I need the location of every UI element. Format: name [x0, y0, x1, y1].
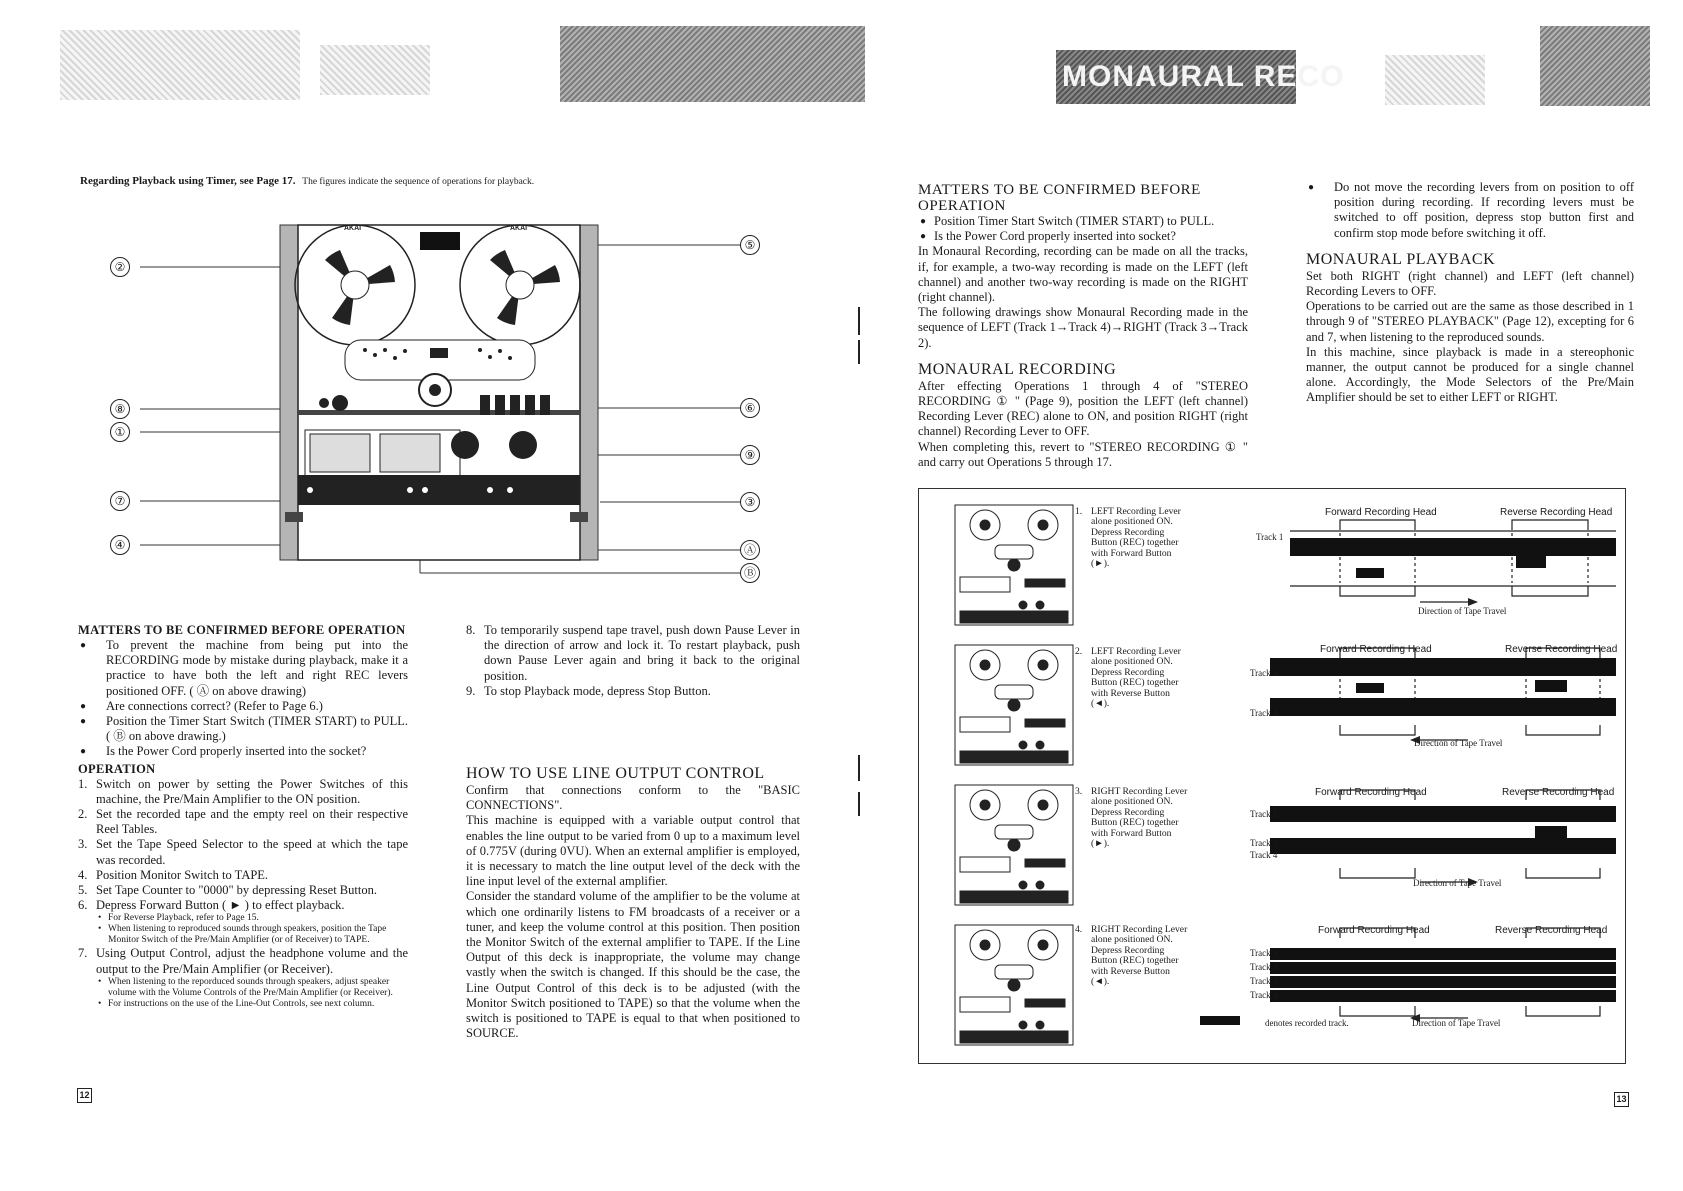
- callout-7: ⑦: [110, 491, 130, 511]
- reverse-head-label-4: Reverse Recording Head: [1495, 925, 1608, 936]
- step6-note-2: • When listening to reproduced sounds through speakers, position the Tape Monitor Switch of the Pre/Main Amplifier (or of Receiver) to TAPE.: [78, 924, 408, 946]
- callout-8: ⑧: [110, 399, 130, 419]
- playback-timer-note: [80, 175, 534, 187]
- reverse-head-label-3: Reverse Recording Head: [1502, 787, 1615, 798]
- track3-label-d3: Track 3: [1250, 838, 1278, 848]
- mono-play-para-3: In this machine, since playback is made in a stereophonic manner, the output cannot be produced for a single channel alone. Accordingly, the Mode Selectors of the Pre/Main Amplifier should be set to either LEFT or RIGHT.: [1306, 344, 1634, 405]
- operation-step-7: 7. Using Output Control, adjust the headphone volume and the output to the Pre/Main Amplifier (or Receiver).: [78, 946, 408, 976]
- matters-item-1: ● To prevent the machine from being put into the RECORDING mode by mistake during playback, make it a practice to have both the left and right REC levers positioned OFF. ( Ⓐ on above drawing): [78, 638, 408, 699]
- callout-2: ②: [110, 257, 130, 277]
- left-col-1: [78, 623, 408, 1010]
- right-col-2: [1306, 180, 1634, 406]
- operation-step-2: 2. Set the recorded tape and the empty reel on their respective Reel Tables.: [78, 807, 408, 837]
- track4-label-d2: Track 4: [1250, 708, 1278, 718]
- right-matters-item-1: ● Position Timer Start Switch (TIMER START) to PULL.: [918, 214, 1248, 229]
- line-output-section: [466, 763, 800, 1041]
- direction-label-4: Direction of Tape Travel: [1412, 1018, 1501, 1028]
- tape-deck-illustration: [100, 220, 790, 590]
- reverse-head-label-1: Reverse Recording Head: [1500, 507, 1613, 518]
- header-banner-center: [560, 26, 865, 102]
- right-matters-para-1: In Monaural Recording, recording can be made on all the tracks, if, for example, a two-way recording is made on the LEFT (left channel) and another two-way recording is made on the RIGHT (right channel).: [918, 244, 1248, 305]
- right-col-1: [918, 180, 1248, 470]
- direction-label-1: Direction of Tape Travel: [1418, 606, 1507, 616]
- mono-play-para-1: Set both RIGHT (right channel) and LEFT (left channel) Recording Levers to OFF.: [1306, 268, 1634, 299]
- mono-rec-para-2: When completing this, revert to "STEREO RECORDING ① " and carry out Operations 5 through 17.: [918, 439, 1248, 469]
- left-col-2: [466, 623, 800, 699]
- mono-play-heading: MONAURAL PLAYBACK: [1306, 250, 1496, 268]
- matters-item-4: ● Is the Power Cord properly inserted into the socket?: [78, 744, 408, 759]
- gutter-mark: [858, 755, 860, 781]
- track1-label-d3: Track 1: [1250, 809, 1278, 819]
- deck-thumbnails: [955, 505, 1075, 1045]
- direction-label-2: Direction of Tape Travel: [1414, 738, 1503, 748]
- line-output-para-3: Consider the standard volume of the amplifier to be the volume at which one ordinarily listens to FM broadcasts of a receiver or a tuner, and keep the volume control at this position. Then position the Monitor Switch of the external amplifier to TAPE. If the Line Output of this deck is inappropriate, the volume may change vastly when the switch is changed. If this should be the case, the Line Output Control of this deck is to be adjusted (with the Monitor Switch positioned to TAPE) so that the volume when the switch is positioned to TAPE is equal to that when positioned to SOURCE.: [466, 889, 800, 1041]
- matters-heading-right: MATTERS TO BE CONFIRMED BEFORE OPERATION: [918, 182, 1201, 214]
- gutter-mark: [858, 340, 860, 364]
- diagram-step-1: 1. LEFT Recording Lever alone positioned ON. Depress Recording Button (REC) together with Forward Button (►).: [1075, 506, 1181, 570]
- line-output-para-2: This machine is equipped with a variable output control that enables the line output to be varied from 0 up to a maximum level of 0.775V (during 0VU). When an external amplifier is employed, it is necessary to match the line output level of the deck with the line input level of the external amplifier.: [466, 813, 800, 889]
- playback-note: Regarding Playback using Timer, see Page 17.: [80, 175, 296, 187]
- forward-head-label-3: Forward Recording Head: [1315, 787, 1427, 798]
- mono-play-para-2: Operations to be carried out are the same as those described in 1 through 9 of "STEREO PLAYBACK" (Page 12), excepting for 6 and 7, when listening to the reproduced sounds.: [1306, 299, 1634, 344]
- brand-left: AKAI: [344, 225, 362, 232]
- forward-head-label-4: Forward Recording Head: [1318, 925, 1430, 936]
- track4-label-d3: Track 4: [1250, 850, 1278, 860]
- matters-heading-left: MATTERS TO BE CONFIRMED BEFORE OPERATION: [78, 623, 406, 637]
- track1-label-d4: Track 1: [1250, 948, 1278, 958]
- step7-note-1: • When listening to the reporduced sounds through speakers, adjust speaker volume with the Volume Controls of the Pre/Main Amplifier (or Receiver).: [78, 977, 408, 999]
- operation-heading: OPERATION: [78, 761, 156, 776]
- operation-step-9: 9. To stop Playback mode, depress Stop Button.: [466, 683, 711, 698]
- callout-4: ④: [110, 535, 130, 555]
- mono-rec-heading: MONAURAL RECORDING: [918, 360, 1117, 378]
- forward-head-label-2: Forward Recording Head: [1320, 644, 1432, 655]
- callout-6: ⑥: [740, 398, 760, 418]
- callout-a: Ⓐ: [740, 540, 760, 560]
- header-banner-right-2: [1540, 26, 1650, 106]
- reverse-head-label-2: Reverse Recording Head: [1505, 644, 1618, 655]
- track1-label-d1: Track 1: [1256, 532, 1284, 542]
- operation-step-1: 1. Switch on power by setting the Power Switches of this machine, the Pre/Main Amplifier to the ON position.: [78, 776, 408, 806]
- gutter-mark: [858, 307, 860, 335]
- track1-label-d2: Track 1: [1250, 668, 1278, 678]
- callout-9: ⑨: [740, 445, 760, 465]
- track3-label-d4: Track 3: [1250, 976, 1278, 986]
- operation-step-5: 5. Set Tape Counter to "0000" by depressing Reset Button.: [78, 883, 377, 898]
- right-matters-item-2: ● Is the Power Cord properly inserted into socket?: [918, 229, 1248, 244]
- track-diagrams: [1250, 518, 1626, 1028]
- page-number-left: 12: [77, 1088, 92, 1103]
- operation-step-3: 3. Set the Tape Speed Selector to the speed at which the tape was recorded.: [78, 837, 408, 867]
- recording-levers-warning: ● Do not move the recording levers from on position to off position during recording. If recording levers must be switched to off position, depress stop button first and confirm stop mode before switching it off.: [1306, 180, 1634, 241]
- header-banner-right: [1385, 55, 1485, 105]
- header-banner-left-2: [320, 45, 430, 95]
- operation-step-8: 8. To temporarily suspend tape travel, push down Pause Lever in the direction of arrow and lock it. To restart playback, push down Pause Lever again and bring it back to the original position.: [466, 623, 800, 683]
- diagram-step-4: 4. RIGHT Recording Lever alone positioned ON. Depress Recording Button (REC) together with Reverse Button (◄).: [1075, 924, 1188, 988]
- direction-label-3: Direction of Tape Travel: [1413, 878, 1502, 888]
- mono-rec-para-1: After effecting Operations 1 through 4 of "STEREO RECORDING ① " (Page 9), position the LEFT (left channel) Recording Lever (REC) alone to ON, and position RIGHT (right channel) Recording Lever to OFF.: [918, 378, 1248, 439]
- brand-right: AKAI: [510, 225, 528, 232]
- matters-item-3: ● Position the Timer Start Switch (TIMER START) to PULL. ( Ⓑ on above drawing.): [78, 714, 408, 744]
- track2-label-d4: Track 2: [1250, 962, 1278, 972]
- callout-1: ①: [110, 422, 130, 442]
- step6-note-1: • For Reverse Playback, refer to Page 15.: [78, 913, 408, 924]
- legend-label: denotes recorded track.: [1265, 1018, 1349, 1028]
- gutter-mark: [858, 792, 860, 816]
- header-banner-left: [60, 30, 300, 100]
- page-number-right: 13: [1614, 1092, 1629, 1107]
- callout-5: ⑤: [740, 235, 760, 255]
- step7-note-2: • For instructions on the use of the Line-Out Controls, see next column.: [78, 999, 408, 1010]
- forward-head-label-1: Forward Recording Head: [1325, 507, 1437, 518]
- operation-step-6: 6. Depress Forward Button ( ► ) to effect playback.: [78, 898, 345, 913]
- line-output-heading: HOW TO USE LINE OUTPUT CONTROL: [466, 765, 765, 782]
- matters-item-2: ● Are connections correct? (Refer to Page 6.): [78, 699, 408, 714]
- sequence-note: The figures indicate the sequence of operations for playback.: [302, 177, 535, 187]
- diagram-step-2: 2. LEFT Recording Lever alone positioned ON. Depress Recording Button (REC) together with Reverse Button (◄).: [1075, 646, 1181, 710]
- track4-label-d4: Track 4: [1250, 990, 1278, 1000]
- operation-step-4: 4. Position Monitor Switch to TAPE.: [78, 867, 269, 882]
- callout-b: Ⓑ: [740, 563, 760, 583]
- header-banner-title: MONAURAL RECO: [1056, 50, 1296, 104]
- line-output-para-1: Confirm that connections conform to the "BASIC CONNECTIONS".: [466, 783, 800, 813]
- right-matters-para-2: The following drawings show Monaural Recording made in the sequence of LEFT (Track 1→Track 4)→RIGHT (Track 3→Track 2).: [918, 305, 1248, 350]
- callout-3: ③: [740, 492, 760, 512]
- diagram-step-3: 3. RIGHT Recording Lever alone positioned ON. Depress Recording Button (REC) together with Forward Button (►).: [1075, 786, 1188, 850]
